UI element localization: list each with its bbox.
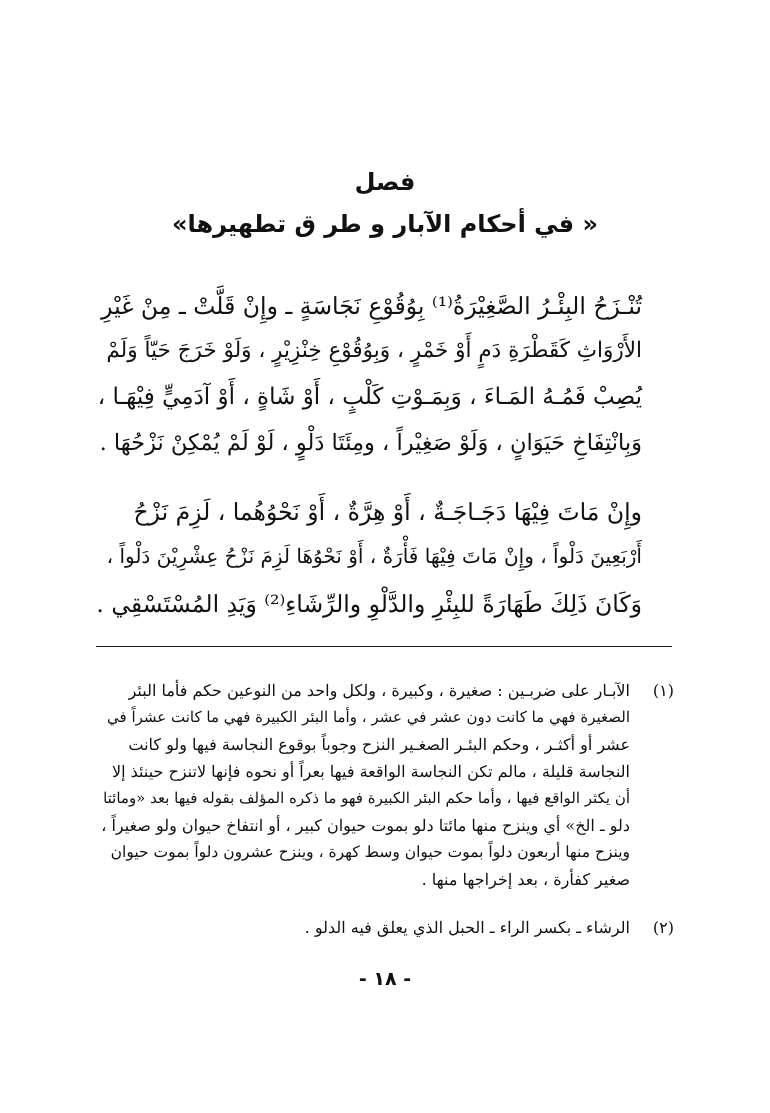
footnote-line: النجاسة قليلة ، مالم تكن النجاسة الواقعة فيها بعراً أو نحوه فإنها لاتنزح حينئذ إلا xyxy=(111,762,630,781)
footnote-line: الرشاء ـ بكسر الراء ـ الحبل الذي يعلق فيه الدلو . xyxy=(304,918,630,937)
body-text-line: يُصِبْ فَمُـهُ المَـاءَ ، وَبِمَـوْتِ كَلْبٍ ، أَوْ شَاةٍ ، أَوْ آدَمِيٍّ فِيْهَـا ، xyxy=(97,384,642,410)
body-text-line: تُنْـزَحُ البِئْـرُ الصَّغِيْرَةُ⁽¹⁾ بِوُقُوْعِ نَجَاسَةٍ ـ وإِنْ قَلَّتْ ـ مِنْ غَيْرِ xyxy=(101,292,642,320)
footnote-line: أن يكثر الواقع فيها ، وأما حكم البئر الكبيرة فهو ما ذكره المؤلف بقوله فيها بعد «ومائتا xyxy=(103,789,630,807)
page-number: - ١٨ - xyxy=(358,968,412,990)
body-text-line: الأَرْوَاثِ كَقَطْرَةِ دَمٍ أَوْ خَمْرٍ ، وَبِوُقُوْعِ خِنْزِيْرٍ ، وَلَوْ خَرَجَ حَيّاً وَلَمْ xyxy=(106,338,642,363)
footnote-number: (١) xyxy=(652,681,674,700)
footnote-line: الصغيرة فهي ما كانت دون عشر في عشر ، وأما البئر الكبيرة فهي ما كانت عشراً في xyxy=(107,708,630,726)
section-title: فصل xyxy=(354,168,416,196)
footnote-line: وينزح منها أربعون دلواً بموت حيوان وسط كهرة ، وينزح عشرون دلواً بموت حيوان xyxy=(110,843,630,861)
body-text-line: وإِنْ مَاتَ فِيْهَا دَجَـاجَـةٌ ، أَوْ هِرَّةٌ ، أَوْ نَحْوُهُما ، لَزِمَ نَزْحُ xyxy=(133,498,642,526)
footnote-divider xyxy=(96,646,672,647)
footnote-line: صغير كفأرة ، بعد إخراجها منها . xyxy=(421,870,630,889)
body-text-line: وَبِانْتِفَاخِ حَيَوَانٍ ، وَلَوْ صَغِيْراً ، ومِئَتَا دَلْوٍ ، لَوْ لَمْ يُمْكِنْ نَزْحُهَا . xyxy=(99,430,642,456)
footnote-line: عشر أو أكثـر ، وحكم البئـر الصغـير النزح وجوباً بوقوع النجاسة فيها ولو كانت xyxy=(128,735,630,754)
footnote-line: الآبـار على ضربـين : صغيرة ، وكبيرة ، ولكل واحد من النوعين حكم فأما البئر xyxy=(128,681,630,700)
section-subtitle: « في أحكام الآبار و طر ق تطهيرها» xyxy=(171,210,599,238)
footnote-number: (٢) xyxy=(652,918,674,937)
body-text-line: أَرْبَعِينَ دَلْواً ، وإِنْ مَاتَ فِيْهَا فَأْرَةٌ ، أَوْ نَحْوُهَا لَزِمَ نَزْحُ عِشْرِيْنَ دَلْواً ، xyxy=(106,544,642,568)
body-text-line: وَكَانَ ذَلِكَ طَهَارَةً للبِئْرِ والدَّلْوِ والرِّشَاءِ⁽²⁾ وَيَدِ المُسْتَسْقِي . xyxy=(96,590,642,618)
footnote-line: دلو ـ الخ» أي وينزح منها مائتا دلو بموت حيوان كبير ، أو انتفاخ حيوان ولو صغيراً ، xyxy=(101,816,630,835)
